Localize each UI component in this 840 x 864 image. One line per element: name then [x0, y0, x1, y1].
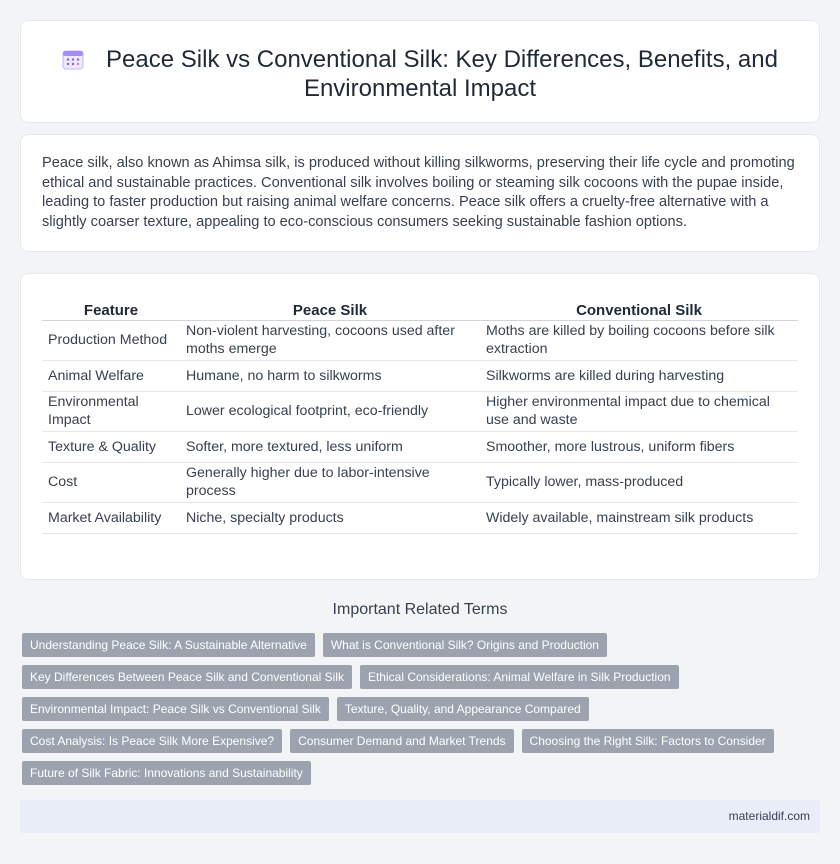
table-row	[42, 462, 798, 502]
feature-cell: Animal Welfare	[42, 360, 180, 391]
comparison-card	[20, 273, 820, 580]
related-term-link[interactable]: Ethical Considerations: Animal Welfare in Silk Production	[360, 665, 679, 689]
intro-paragraph: Peace silk, also known as Ahimsa silk, is produced without killing silkworms, preserving their life cycle and promoting ethical and sustainable practices. Conventional silk involves boiling or steaming silk cocoons with the pupae inside, leading to faster production but raising animal welfare concerns. Peace silk offers a cruelty-free alternative with a slightly coarser texture, appealing to eco-conscious consumers seeking sustainable fashion options.	[42, 155, 795, 230]
related-term-link[interactable]: Choosing the Right Silk: Factors to Consider	[522, 729, 774, 753]
peace-silk-cell: Lower ecological footprint, eco-friendly	[180, 391, 480, 431]
feature-cell: Production Method	[42, 320, 180, 360]
related-term-link[interactable]: What is Conventional Silk? Origins and Production	[323, 633, 607, 657]
conventional-silk-cell: Smoother, more lustrous, uniform fibers	[480, 431, 798, 462]
related-terms-list	[22, 633, 782, 793]
related-term-link[interactable]: Texture, Quality, and Appearance Compared	[337, 697, 589, 721]
conventional-silk-cell: Widely available, mainstream silk products	[480, 502, 798, 533]
table-row	[42, 391, 798, 431]
header-conventional-silk: Conventional Silk	[480, 296, 798, 320]
related-term-link[interactable]: Future of Silk Fabric: Innovations and Sustainability	[22, 761, 311, 785]
related-terms-heading: Important Related Terms	[332, 601, 508, 618]
table-row	[42, 320, 798, 360]
peace-silk-cell: Non-violent harvesting, cocoons used after moths emerge	[180, 320, 480, 360]
page-title	[21, 45, 819, 103]
table-header-row	[42, 296, 798, 320]
related-term-link[interactable]: Consumer Demand and Market Trends	[290, 729, 513, 753]
footer	[20, 800, 820, 833]
header-feature: Feature	[42, 296, 180, 320]
feature-cell: Texture & Quality	[42, 431, 180, 462]
table-row	[42, 360, 798, 391]
table-row	[42, 431, 798, 462]
footer-site-link[interactable]: materialdif.com	[728, 809, 810, 823]
peace-silk-cell: Humane, no harm to silkworms	[180, 360, 480, 391]
peace-silk-cell: Niche, specialty products	[180, 502, 480, 533]
calendar-grid-icon	[62, 48, 84, 70]
header-peace-silk: Peace Silk	[180, 296, 480, 320]
feature-cell: Environmental Impact	[42, 391, 180, 431]
conventional-silk-cell: Higher environmental impact due to chemical use and waste	[480, 391, 798, 431]
page-title-text: Peace Silk vs Conventional Silk: Key Differences, Benefits, and Environmental Impact	[106, 46, 778, 102]
related-term-link[interactable]: Understanding Peace Silk: A Sustainable Alternative	[22, 633, 315, 657]
conventional-silk-cell: Moths are killed by boiling cocoons before silk extraction	[480, 320, 798, 360]
conventional-silk-cell: Typically lower, mass-produced	[480, 462, 798, 502]
header-card	[20, 20, 820, 123]
related-term-link[interactable]: Key Differences Between Peace Silk and Conventional Silk	[22, 665, 352, 689]
peace-silk-cell: Softer, more textured, less uniform	[180, 431, 480, 462]
peace-silk-cell: Generally higher due to labor-intensive process	[180, 462, 480, 502]
feature-cell: Cost	[42, 462, 180, 502]
feature-cell: Market Availability	[42, 502, 180, 533]
related-term-link[interactable]: Cost Analysis: Is Peace Silk More Expensive?	[22, 729, 282, 753]
conventional-silk-cell: Silkworms are killed during harvesting	[480, 360, 798, 391]
table-row	[42, 502, 798, 533]
intro-card	[20, 134, 820, 252]
related-term-link[interactable]: Environmental Impact: Peace Silk vs Conventional Silk	[22, 697, 329, 721]
comparison-table	[42, 296, 798, 534]
